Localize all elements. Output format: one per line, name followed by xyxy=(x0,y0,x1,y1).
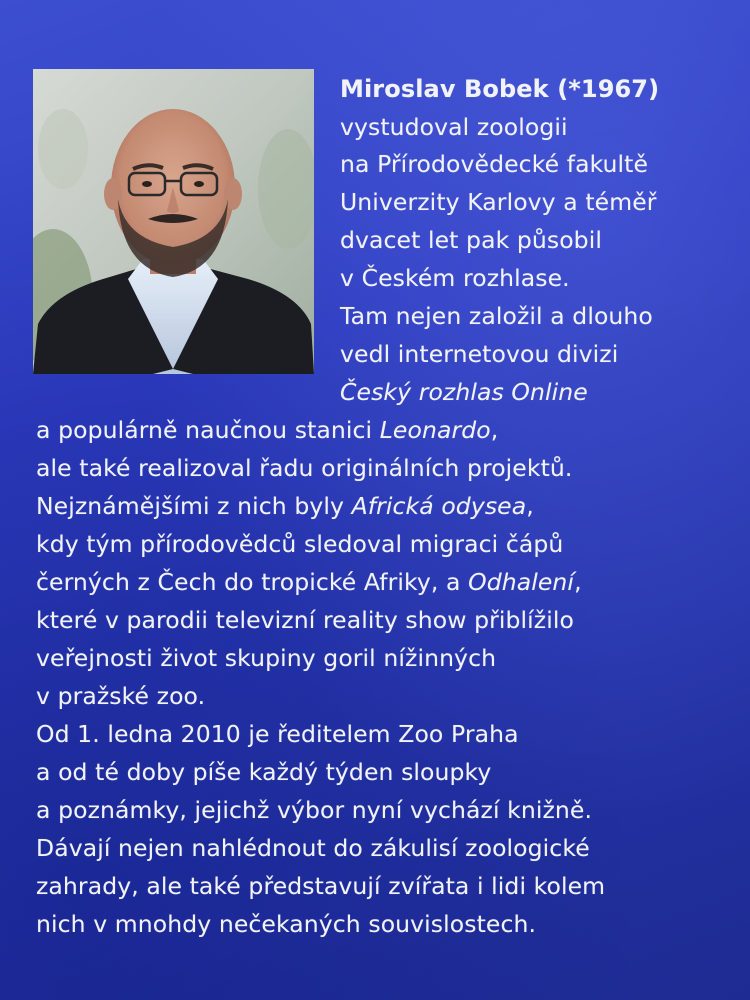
bio-text: a od té doby píše každý týden sloupky xyxy=(36,758,492,786)
author-photo xyxy=(33,69,314,374)
bio-line xyxy=(36,796,592,824)
bio-text: dvacet let pak působil xyxy=(340,226,602,254)
bio-line xyxy=(36,682,205,710)
bio-line xyxy=(36,834,590,862)
bio-text: Miroslav Bobek (*1967) xyxy=(340,75,660,103)
bio-text: veřejnosti život skupiny goril nížinných xyxy=(36,644,497,672)
bio-line xyxy=(36,492,534,520)
bio-line xyxy=(36,720,519,748)
bio-line xyxy=(340,302,653,330)
bio-line xyxy=(36,416,498,444)
bio-text: , xyxy=(526,492,534,520)
bio-line xyxy=(36,644,496,672)
bio-line xyxy=(340,378,588,406)
bio-text: Univerzity Karlovy a téměř xyxy=(340,188,657,216)
bio-line xyxy=(340,150,648,178)
bio-line xyxy=(36,606,574,634)
italic-title: Africká odysea xyxy=(351,492,527,520)
italic-title: Leonardo xyxy=(379,416,491,444)
bio-text: Tam nejen založil a dlouho xyxy=(340,302,653,330)
bio-text: kdy tým přírodovědců sledoval migraci čápů xyxy=(36,530,564,558)
bio-text: v Českém rozhlase. xyxy=(340,264,570,292)
bio-text: zahrady, ale také představují zvířata i lidi kolem xyxy=(36,872,606,900)
bio-text: které v parodii televizní reality show přiblížilo xyxy=(36,606,574,634)
bio-text: , xyxy=(490,416,499,444)
bio-line xyxy=(340,188,657,216)
bio-text: a poznámky, jejichž výbor nyní vychází knižně. xyxy=(36,796,593,824)
bio-text: v pražské zoo. xyxy=(36,682,206,710)
bio-text: vystudoval zoologii xyxy=(340,113,568,141)
bio-line xyxy=(340,264,570,292)
bio-text: , xyxy=(574,568,582,596)
bio-text: černých z Čech do tropické Afriky, a xyxy=(36,568,469,596)
bio-text: a populárně naučnou stanici xyxy=(36,416,380,444)
bio-line xyxy=(340,226,602,254)
bio-text: Dávají nejen nahlédnout do zákulisí zoologické xyxy=(36,834,590,862)
bio-text: nich v mnohdy nečekaných souvislostech. xyxy=(36,910,537,938)
bio-line xyxy=(36,758,491,786)
bio-line xyxy=(36,530,563,558)
bio-text: ale také realizoval řadu originálních projektů. xyxy=(36,454,573,482)
bio-line xyxy=(36,454,572,482)
bio-line xyxy=(340,340,618,368)
italic-title: Český rozhlas Online xyxy=(340,378,588,406)
bio-text: Od 1. ledna 2010 je ředitelem Zoo Praha xyxy=(36,720,519,748)
author-portrait-image xyxy=(33,69,314,374)
bio-line xyxy=(36,568,582,596)
bio-text: vedl internetovou divizi xyxy=(340,340,619,368)
bio-line xyxy=(36,872,605,900)
italic-title: Odhalení xyxy=(468,568,575,596)
author-name-heading xyxy=(340,75,659,103)
bio-line xyxy=(36,910,536,938)
bio-text: na Přírodovědecké fakultě xyxy=(340,150,649,178)
bio-line xyxy=(340,113,568,141)
bio-text: Nejznámějšími z nich byly xyxy=(36,492,352,520)
